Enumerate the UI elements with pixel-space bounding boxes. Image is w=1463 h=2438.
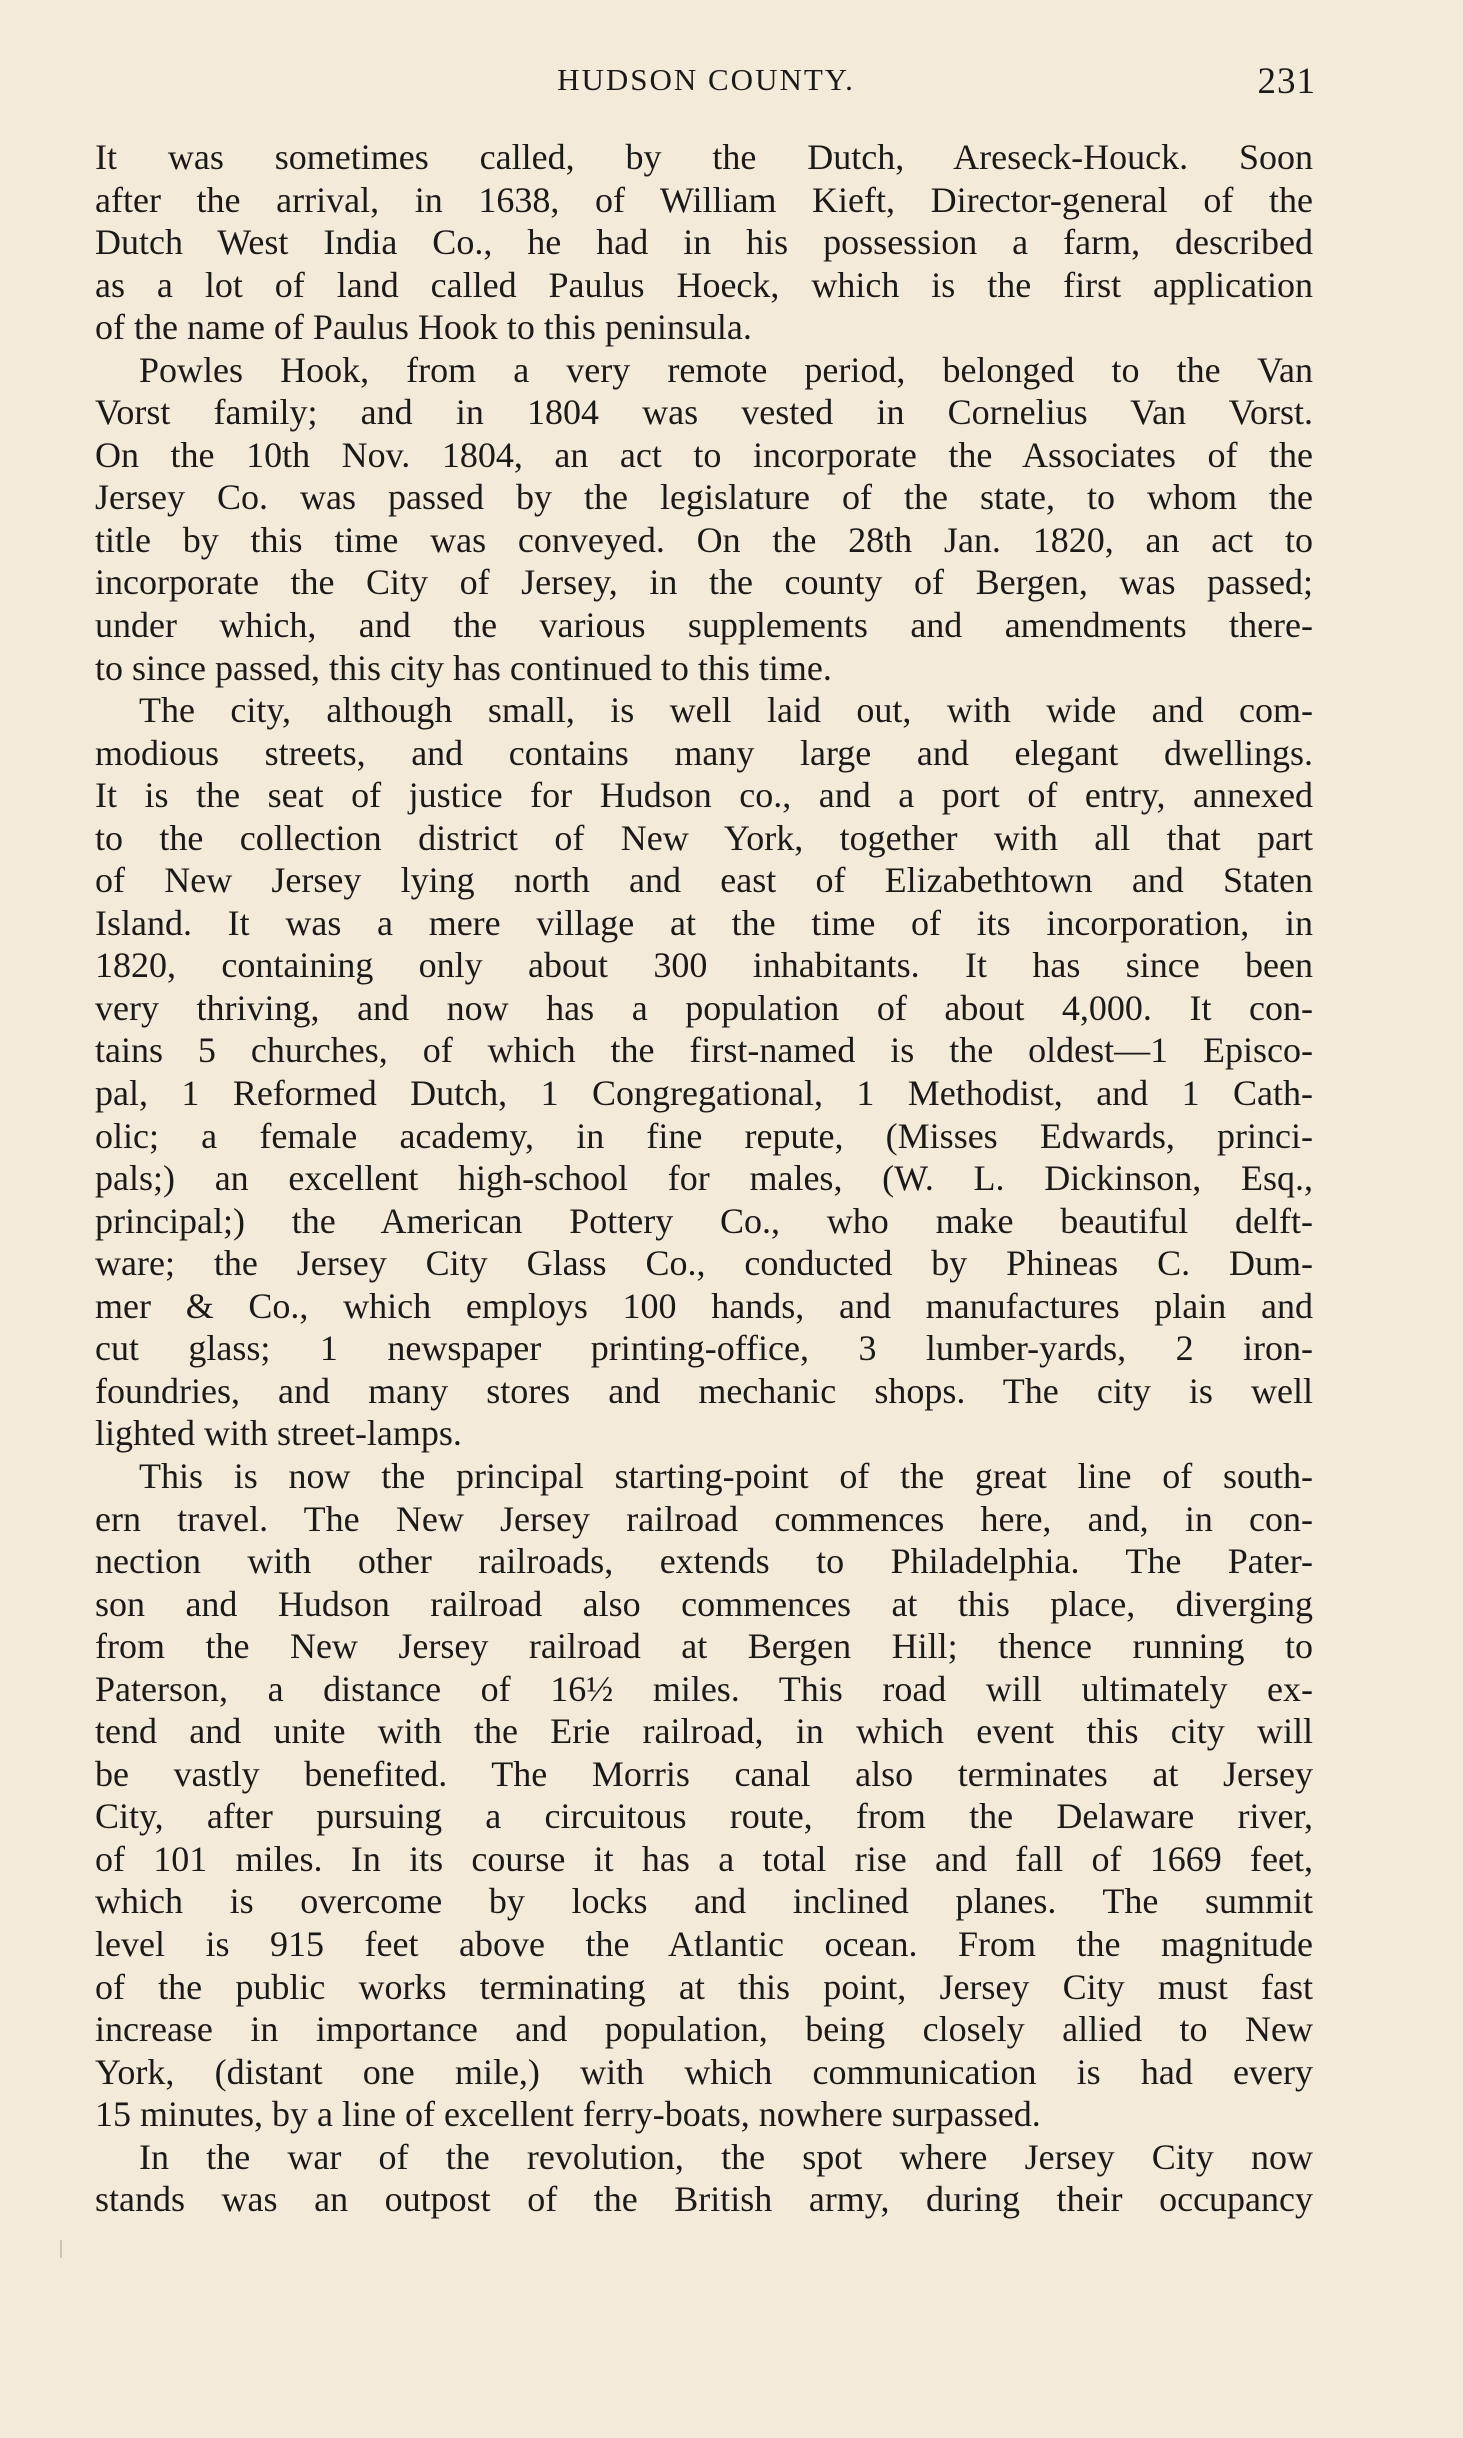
body-text	[95, 136, 1313, 2221]
text-line: Vorst family; and in 1804 was vested in Cornelius Van Vorst.	[95, 392, 1313, 433]
text-line: pal, 1 Reformed Dutch, 1 Congregational, 1 Methodist, and 1 Cath-	[95, 1073, 1313, 1114]
text-line: Dutch West India Co., he had in his possession a farm, described	[95, 222, 1313, 263]
text-line: to the collection district of New York, together with all that part	[95, 817, 1313, 858]
text-line: of the public works terminating at this point, Jersey City must fast	[95, 1966, 1313, 2007]
text-line: modious streets, and contains many large and elegant dwellings.	[95, 732, 1313, 773]
text-line: 1820, containing only about 300 inhabitants. It has since been	[95, 945, 1313, 986]
text-line: foundries, and many stores and mechanic shops. The city is well	[95, 1370, 1313, 1411]
text-line: stands was an outpost of the British army, during their occupancy	[95, 2179, 1313, 2220]
text-line: level is 915 feet above the Atlantic ocean. From the magnitude	[95, 1923, 1313, 1964]
text-line: principal;) the American Pottery Co., who make beautiful delft-	[95, 1200, 1313, 1241]
text-line: be vastly benefited. The Morris canal also terminates at Jersey	[95, 1753, 1313, 1794]
text-line: lighted with street-lamps.	[95, 1413, 462, 1454]
text-line: of 101 miles. In its course it has a total rise and fall of 1669 feet,	[95, 1838, 1313, 1879]
running-title: HUDSON COUNTY.	[557, 62, 855, 97]
text-line: from the New Jersey railroad at Bergen Hill; thence running to	[95, 1626, 1313, 1667]
text-line: 15 minutes, by a line of excellent ferry-boats, nowhere surpassed.	[95, 2094, 1041, 2135]
page-number: 231	[1257, 61, 1316, 102]
text-line: Island. It was a mere village at the time of its incorporation, in	[95, 902, 1313, 943]
text-line: increase in importance and population, being closely allied to New	[95, 2009, 1313, 2050]
text-line: Jersey Co. was passed by the legislature of the state, to whom the	[95, 477, 1313, 518]
text-line: cut glass; 1 newspaper printing-office, 3 lumber-yards, 2 iron-	[95, 1328, 1313, 1369]
text-line: It was sometimes called, by the Dutch, Areseck-Houck. Soon	[95, 137, 1313, 177]
text-line: nection with other railroads, extends to Philadelphia. The Pater-	[95, 1541, 1313, 1582]
running-head	[96, 56, 1316, 108]
text-line: ern travel. The New Jersey railroad commences here, and, in con-	[95, 1498, 1313, 1539]
text-line: incorporate the City of Jersey, in the county of Bergen, was passed;	[95, 562, 1313, 603]
text-line: Paterson, a distance of 16½ miles. This road will ultimately ex-	[95, 1668, 1313, 1709]
text-line: tend and unite with the Erie railroad, in which event this city will	[95, 1711, 1313, 1752]
text-line: tains 5 churches, of which the first-named is the oldest—1 Episco-	[95, 1030, 1313, 1071]
text-line: of New Jersey lying north and east of Elizabethtown and Staten	[95, 860, 1313, 901]
text-line: This is now the principal starting-point of the great line of south-	[139, 1455, 1313, 1496]
text-line: It is the seat of justice for Hudson co., and a port of entry, annexed	[95, 775, 1313, 816]
text-line: after the arrival, in 1638, of William Kieft, Director-general of the	[95, 179, 1313, 220]
text-line: Powles Hook, from a very remote period, belonged to the Van	[139, 349, 1313, 390]
text-line: olic; a female academy, in fine repute, (Misses Edwards, princi-	[95, 1115, 1313, 1156]
text-line: pals;) an excellent high-school for males, (W. L. Dickinson, Esq.,	[95, 1158, 1313, 1199]
text-line: as a lot of land called Paulus Hoeck, which is the first application	[95, 264, 1313, 305]
stray-mark	[60, 2240, 62, 2258]
text-line: title by this time was conveyed. On the 28th Jan. 1820, an act to	[95, 519, 1313, 560]
text-line: under which, and the various supplements and amendments there-	[95, 605, 1313, 646]
text-line: In the war of the revolution, the spot where Jersey City now	[139, 2136, 1313, 2177]
text-line: which is overcome by locks and inclined planes. The summit	[95, 1881, 1313, 1922]
text-line: very thriving, and now has a population of about 4,000. It con-	[95, 987, 1313, 1028]
text-line: son and Hudson railroad also commences at this place, diverging	[95, 1583, 1313, 1624]
text-line: to since passed, this city has continued to this time.	[95, 647, 832, 688]
text-line: York, (distant one mile,) with which communication is had every	[95, 2051, 1313, 2092]
text-line: The city, although small, is well laid out, with wide and com-	[139, 690, 1313, 731]
text-line: On the 10th Nov. 1804, an act to incorporate the Associates of the	[95, 434, 1313, 475]
text-line: of the name of Paulus Hook to this peninsula.	[95, 307, 752, 348]
text-line: ware; the Jersey City Glass Co., conducted by Phineas C. Dum-	[95, 1243, 1313, 1284]
text-line: mer & Co., which employs 100 hands, and manufactures plain and	[95, 1285, 1313, 1326]
text-line: City, after pursuing a circuitous route, from the Delaware river,	[95, 1796, 1313, 1837]
